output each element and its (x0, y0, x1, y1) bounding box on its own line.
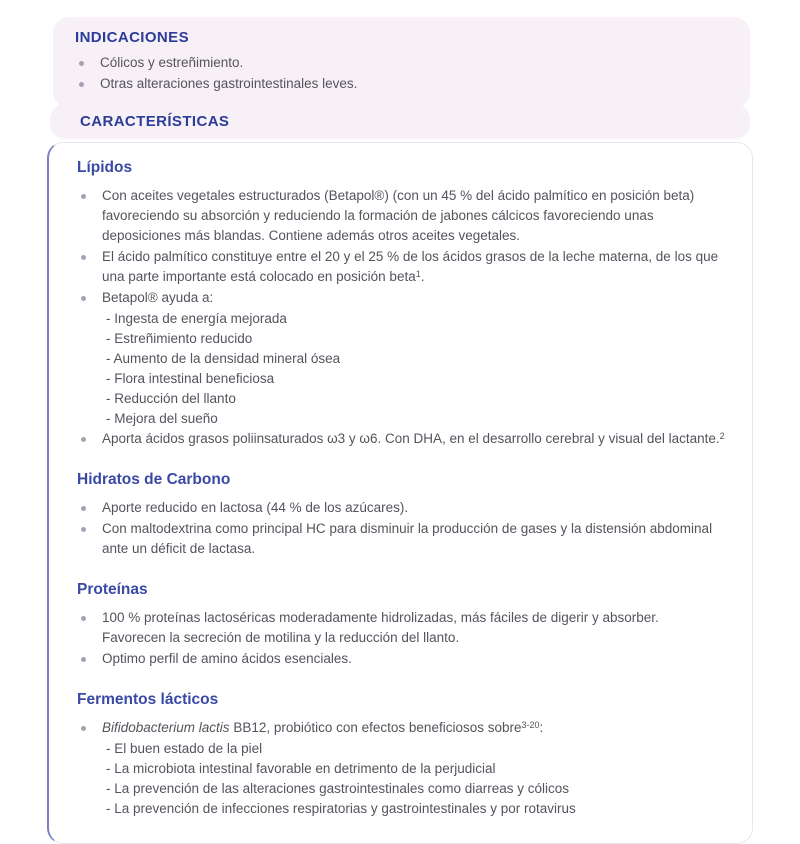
text-run: Otras alteraciones gastrointestinales leves. (100, 76, 358, 91)
sub-list-item: - La prevención de infecciones respiratorias y gastrointestinales y por rotavirus (106, 801, 576, 816)
bullet-icon (81, 527, 86, 532)
text-run: Betapol® ayuda a: (102, 290, 214, 305)
indicaciones-title: INDICACIONES (75, 29, 189, 46)
text-run: Optimo perfil de amino ácidos esenciales. (102, 651, 352, 666)
list-item-text (102, 720, 543, 735)
sub-list-item: - Flora intestinal beneficiosa (106, 371, 275, 386)
bullet-icon (81, 194, 86, 199)
bullet-icon (81, 506, 86, 511)
bullet-icon (81, 657, 86, 662)
text-run: . (420, 269, 425, 284)
list-item-text (102, 249, 718, 284)
list-item-text (102, 651, 352, 666)
sub-list-item: - Mejora del sueño (106, 411, 218, 426)
bullet-icon (81, 437, 86, 442)
bullet-icon (81, 616, 86, 621)
caracteristicas-header (50, 104, 750, 139)
text-run: Aporte reducido en lactosa (44 % de los azúcares). (102, 500, 409, 515)
text-run: : (539, 720, 544, 735)
sub-list-item: - Estreñimiento reducido (106, 331, 253, 346)
list-item (77, 718, 726, 738)
text-run: 100 % proteínas lactoséricas moderadamente hidrolizadas, más fáciles de digerir y absorber. Favorecen la secreción de motilina y la reducción del llanto. (102, 610, 659, 645)
text-run: 2 (719, 431, 725, 441)
bullet-icon (81, 726, 86, 731)
list-item (77, 247, 726, 287)
section-list (77, 608, 726, 669)
list-item-text (100, 55, 243, 70)
sub-list-item: - La microbiota intestinal favorable en detrimento de la perjudicial (106, 761, 496, 776)
section-heading: Fermentos lácticos (77, 691, 219, 708)
list-item-text (102, 500, 408, 515)
indicaciones-list (75, 53, 726, 94)
list-item (77, 288, 726, 308)
text-run: Bifidobacterium lactis (102, 720, 230, 735)
list-item (77, 186, 726, 246)
sub-list-item: - La prevención de las alteraciones gastrointestinales como diarreas y cólicos (106, 781, 569, 796)
caracteristicas-title: CARACTERÍSTICAS (80, 113, 230, 130)
section-list (77, 498, 726, 559)
list-item (77, 429, 726, 449)
section-heading: Hidratos de Carbono (77, 471, 231, 488)
caracteristicas-section (47, 104, 753, 844)
text-run: Con aceites vegetales estructurados (Betapol®) (con un 45 % del ácido palmítico en posición beta) favoreciendo su absorción y reduciendo la formación de jabones cálcicos favoreciendo unas deposiciones más blandas. Contiene además otros aceites vegetales. (102, 188, 695, 243)
list-item-text (102, 188, 694, 243)
list-item-text (100, 76, 357, 91)
list-item-text (102, 290, 213, 305)
text-run: Cólicos y estreñimiento. (100, 55, 244, 70)
list-item (77, 608, 726, 648)
bullet-icon (81, 296, 86, 301)
bullet-icon (79, 82, 84, 87)
list-item-text (102, 431, 725, 446)
sub-list-item: - Aumento de la densidad mineral ósea (106, 351, 341, 366)
list-item-text (102, 521, 712, 556)
list-item (75, 53, 726, 73)
sub-list-item: - El buen estado de la piel (106, 741, 263, 756)
text-run: Aporta ácidos grasos poliinsaturados ω3 y ω6. Con DHA, en el desarrollo cerebral y visual del lactante. (102, 431, 720, 446)
text-run: 3-20 (521, 720, 540, 730)
list-item (77, 649, 726, 669)
bullet-icon (81, 255, 86, 260)
caracteristicas-body (47, 142, 753, 844)
text-run: 1 (415, 269, 421, 279)
section-heading: Lípidos (77, 159, 133, 176)
list-item (77, 498, 726, 518)
list-item (75, 74, 726, 94)
list-item-text (102, 610, 659, 645)
text-run: Con maltodextrina como principal HC para disminuir la producción de gases y la distensión abdominal ante un déficit de lactasa. (102, 521, 713, 556)
section-list (77, 718, 726, 819)
sub-list-item: - Ingesta de energía mejorada (106, 311, 287, 326)
list-item (77, 519, 726, 559)
text-run: El ácido palmítico constituye entre el 20 y el 25 % de los ácidos grasos de la leche materna, de los que una parte importante está colocado en posición beta (102, 249, 719, 284)
section-heading: Proteínas (77, 581, 148, 598)
text-run: BB12, probiótico con efectos beneficiosos sobre (229, 720, 522, 735)
sub-list-item: - Reducción del llanto (106, 391, 236, 406)
bullet-icon (79, 61, 84, 66)
indicaciones-panel (53, 17, 750, 108)
section-list (77, 186, 726, 449)
